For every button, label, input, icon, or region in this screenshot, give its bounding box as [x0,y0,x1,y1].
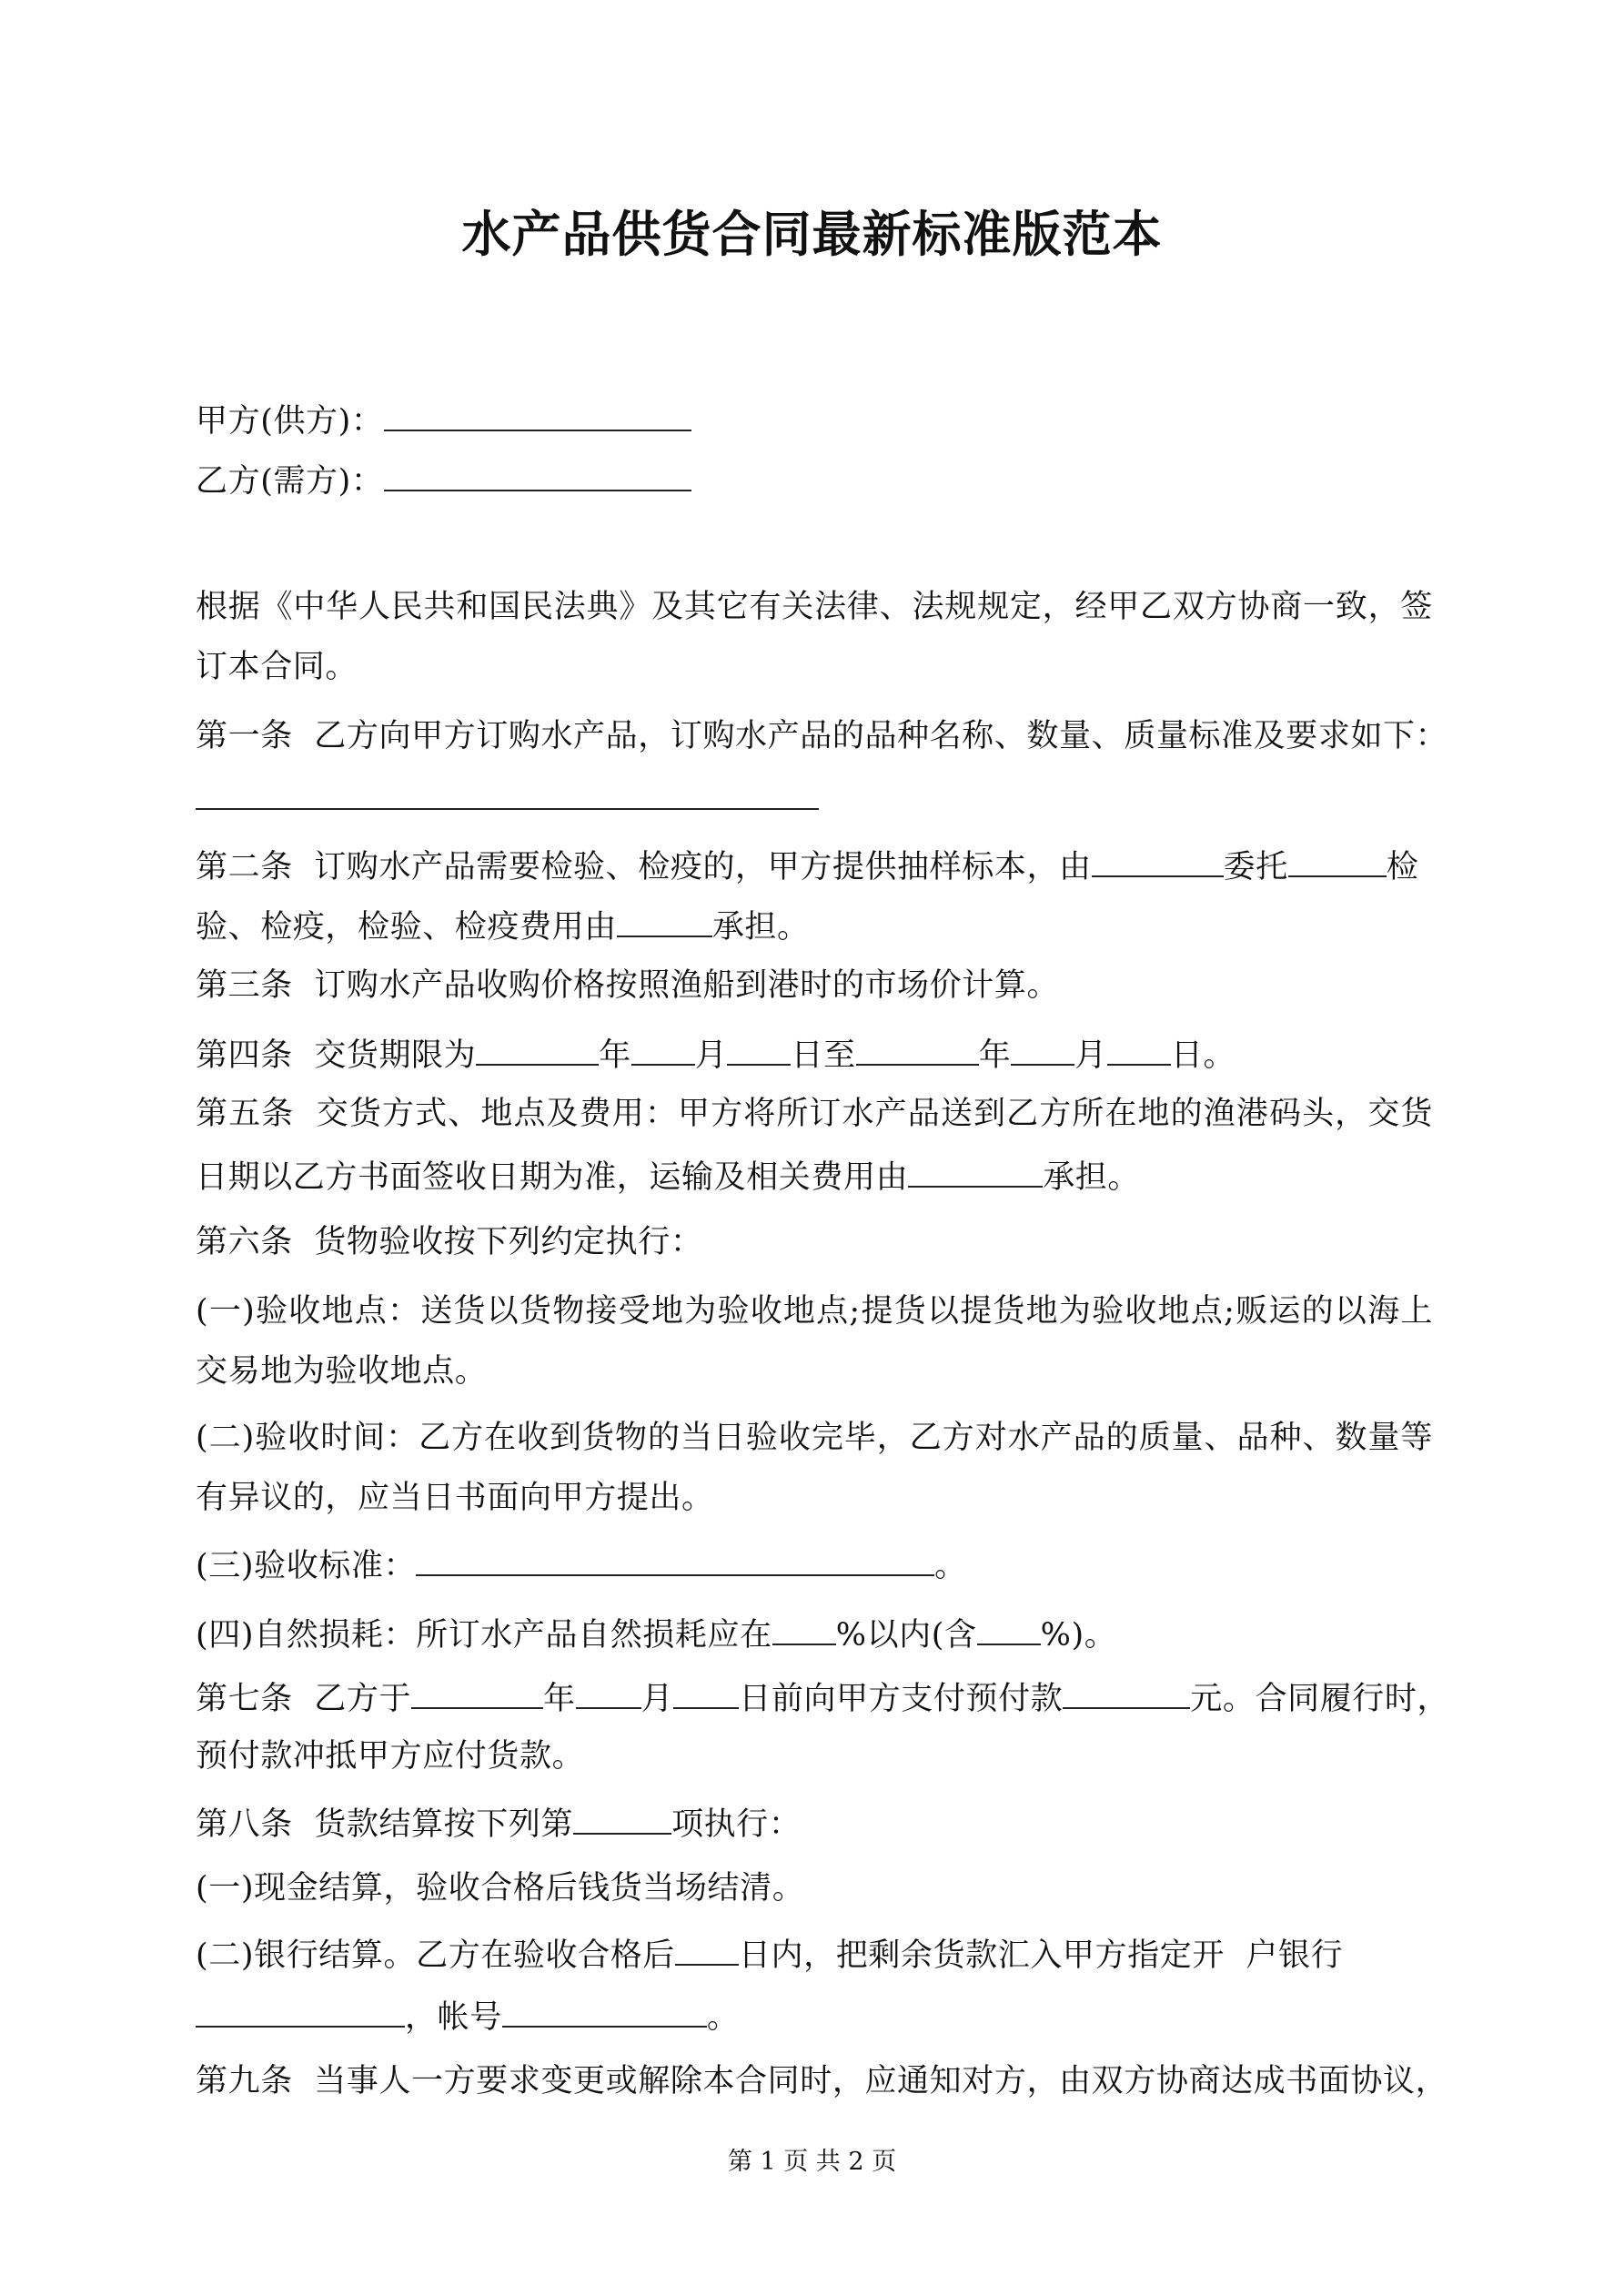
article-6-item-4-text-c: %)。 [1040,1617,1117,1654]
article-8-item-2-blank-bank[interactable] [196,1991,405,2028]
article-8-item-2-text-c: ，帐号 [405,1999,502,2036]
article-2-line-1 [196,841,1433,890]
article-4-blank-year-2[interactable] [856,1029,979,1066]
article-8-item-2-text-a: (二)银行结算。乙方在验收合格后 [196,1937,675,1974]
party-a-label: 甲方(供方)： [196,403,384,440]
article-2-line-2 [196,901,1433,950]
article-4-month-2: 月 [1074,1037,1107,1074]
article-2-blank-3[interactable] [617,901,712,937]
article-4-text: 第四条 交货期限为 [196,1037,477,1074]
article-2-blank-2[interactable] [1288,841,1387,877]
document-title: 水产品供货合同最新标准版范本 [461,205,1163,263]
article-8-item-1: (一)现金结算，验收合格后钱货当场结清。 [196,1870,805,1907]
article-4-blank-month-1[interactable] [631,1029,695,1066]
article-4-month-1: 月 [694,1037,728,1074]
article-2-text-a: 第二条 订购水产品需要检验、检疫的，甲方提供抽样标本，由 [196,849,1092,885]
article-6-item-3 [196,1540,1433,1589]
article-7-text-a: 第七条 乙方于 [196,1681,412,1717]
article-6: 第六条 货物验收按下列约定执行： [196,1224,703,1260]
article-8 [196,1798,1433,1847]
article-8-item-2-line-2 [196,1991,1433,2040]
article-1: 第一条 乙方向甲方订购水产品，订购水产品的品种名称、数量、质量标准及要求如下： [196,718,1448,754]
article-6-item-3-end: 。 [934,1548,967,1584]
article-7-line-1 [196,1673,1450,1722]
article-7-text-c: 元。合同履行时， [1190,1681,1450,1717]
article-8-blank[interactable] [573,1798,671,1835]
article-2-text-d: 验、检疫，检验、检疫费用由 [196,909,617,946]
party-a-blank[interactable] [384,395,691,431]
article-8-item-2-line-1 [196,1929,1433,1978]
article-7-blank-month[interactable] [576,1673,641,1709]
article-6-item-4-blank-1[interactable] [772,1609,836,1645]
article-7-line-2: 预付款冲抵甲方应付货款。 [196,1738,585,1775]
article-6-item-3-blank[interactable] [416,1540,934,1576]
article-6-item-1-line-2: 交易地为验收地点。 [196,1353,488,1390]
article-6-item-3-label: (三)验收标准： [196,1548,417,1584]
article-4 [196,1029,1433,1078]
article-7-year: 年 [543,1681,576,1717]
article-6-item-2-line-2: 有异议的，应当日书面向甲方提出。 [196,1480,714,1516]
article-6-item-4-text-a: (四)自然损耗：所订水产品自然损耗应在 [196,1617,772,1654]
article-7-blank-day[interactable] [673,1673,739,1709]
article-3: 第三条 订购水产品收购价格按照渔船到港时的市场价计算。 [196,967,1060,1004]
article-4-day-to: 日至 [791,1037,856,1074]
article-6-item-4 [196,1609,1433,1658]
page-footer: 第 1 页 共 2 页 [727,2148,897,2176]
article-8-item-2-text-b: 日内，把剩余货款汇入甲方指定开 户银行 [738,1937,1344,1974]
article-7-month: 月 [641,1681,674,1717]
article-8-item-2-text-d: 。 [706,1999,740,2036]
article-2-text-e: 承担。 [711,909,810,946]
article-5-blank[interactable] [908,1151,1043,1188]
article-6-item-4-blank-2[interactable] [977,1609,1041,1645]
article-5-text-a: 日期以乙方书面签收日期为准，运输及相关费用由 [196,1159,909,1196]
article-7-blank-year[interactable] [411,1673,543,1709]
preamble-line-2: 订本合同。 [196,649,358,685]
article-9: 第九条 当事人一方要求变更或解除本合同时，应通知对方，由双方协商达成书面协议， [196,2063,1448,2099]
article-2-text-c: 检 [1386,849,1419,885]
article-8-text-a: 第八条 货款结算按下列第 [196,1806,574,1843]
article-5-line-2 [196,1151,1433,1200]
party-b-blank[interactable] [384,455,691,491]
article-5-text-b: 承担。 [1043,1159,1141,1196]
article-2-blank-1[interactable] [1092,841,1224,877]
article-6-item-1-line-1: (一)验收地点：送货以货物接受地为验收地点;提货以提货地为验收地点;贩运的以海上 [196,1293,1433,1330]
article-4-year-2: 年 [978,1037,1012,1074]
article-8-text-b: 项执行： [671,1806,802,1843]
party-a-line [196,395,1433,444]
party-b-label: 乙方(需方)： [196,463,384,500]
preamble-line-1: 根据《中华人民共和国民法典》及其它有关法律、法规规定，经甲乙双方协商一致，签 [196,589,1433,625]
article-7-text-b: 日前向甲方支付预付款 [739,1681,1064,1717]
article-1-blank[interactable] [196,808,819,810]
article-4-blank-day-2[interactable] [1107,1029,1171,1066]
article-4-blank-year-1[interactable] [476,1029,599,1066]
article-4-blank-month-2[interactable] [1011,1029,1074,1066]
article-2-text-b: 委托 [1223,849,1288,885]
article-6-item-4-text-b: %以内(含 [835,1617,977,1654]
article-4-day-end: 日。 [1170,1037,1236,1074]
article-5-line-1: 第五条 交货方式、地点及费用：甲方将所订水产品送到乙方所在地的渔港码头，交货 [196,1096,1433,1132]
article-8-item-2-blank-days[interactable] [675,1929,739,1966]
article-4-blank-day-1[interactable] [727,1029,791,1066]
article-4-year-1: 年 [599,1037,631,1074]
article-8-item-2-blank-account[interactable] [502,1991,707,2028]
article-7-blank-amount[interactable] [1063,1673,1190,1709]
article-6-item-2-line-1: (二)验收时间：乙方在收到货物的当日验收完毕，乙方对水产品的质量、品种、数量等 [196,1420,1433,1456]
party-b-line [196,455,1433,504]
